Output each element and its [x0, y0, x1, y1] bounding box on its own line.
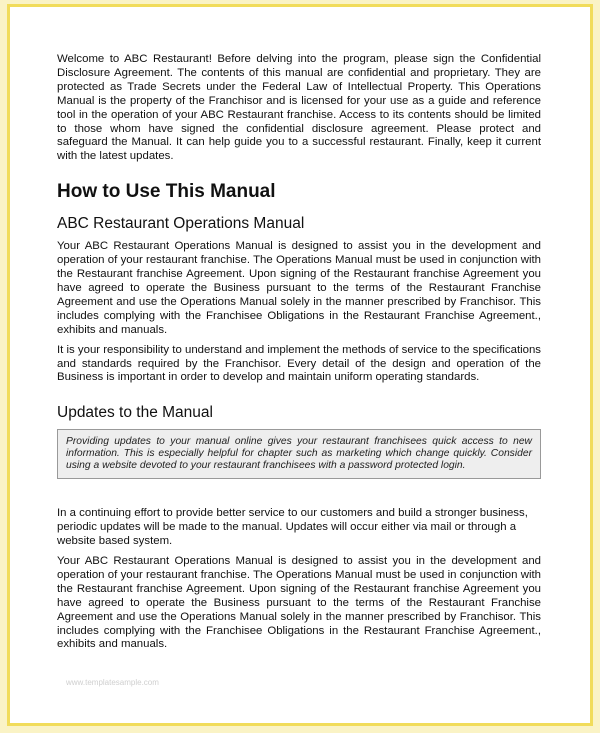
- document-body: [57, 53, 541, 652]
- document-page: [10, 7, 590, 723]
- updates-paragraph-1: In a continuing effort to provide better service to our customers and build a stronger business, periodic updates will be made to the manual. Updates will occur either via mail or through a website based system.: [57, 507, 528, 548]
- watermark: www.templatesample.com: [66, 678, 159, 687]
- operations-paragraph-1: Your ABC Restaurant Operations Manual is designed to assist you in the development and operation of your restaurant franchise. The Operations Manual must be used in conjunction with the Restaurant franchise Agreement. Upon signing of the Restaurant franchise Agreement you have agreed to operate the Business pursuant to the terms of the Restaurant Franchise Agreement and use the Operations Manual solely in the manner prescribed by Franchisor. This includes complying with the Franchisee Obligations in the Restaurant Franchise Agreement., exhibits and manuals.: [57, 240, 541, 336]
- updates-note-box: Providing updates to your manual online gives your restaurant franchisees quick access to new information. This is especially helpful for chapter such as marketing which change quickly. Consider using a website devoted to your restaurant franchisees with a password protected login.: [57, 429, 541, 479]
- operations-paragraph-2: It is your responsibility to understand and implement the methods of service to the specifications and standards required by the Franchisor. Every detail of the design and operation of the Business is important in order to develop and maintain uniform operating standards.: [57, 343, 541, 384]
- main-heading: How to Use This Manual: [57, 181, 276, 203]
- section-operations-title: ABC Restaurant Operations Manual: [57, 215, 305, 233]
- updates-paragraph-2: Your ABC Restaurant Operations Manual is designed to assist you in the development and operation of your restaurant franchise. The Operations Manual must be used in conjunction with the Restaurant franchise Agreement. Upon signing of the Restaurant franchise Agreement you have agreed to operate the Business pursuant to the terms of the Restaurant Franchise Agreement and use the Operations Manual solely in the manner prescribed by Franchisor. This includes complying with the Franchisee Obligations in the Restaurant Franchise Agreement., exhibits and manuals.: [57, 555, 541, 651]
- intro-paragraph: Welcome to ABC Restaurant! Before delving into the program, please sign the Confidential Disclosure Agreement. The contents of this manual are confidential and proprietary. They are protected as Trade Secrets under the Federal Law of Intellectual Property. This Operations Manual is the property of the Franchisor and is licensed for your use as a guide and reference tool in the operation of your ABC Restaurant franchise. Access to its contents should be limited to those whom have signed the confidential disclosure agreement. Please protect and safeguard the Manual. It can help guide you to a successful restaurant. Finally, keep it current with the latest updates.: [57, 53, 541, 163]
- section-updates-title: Updates to the Manual: [57, 404, 213, 422]
